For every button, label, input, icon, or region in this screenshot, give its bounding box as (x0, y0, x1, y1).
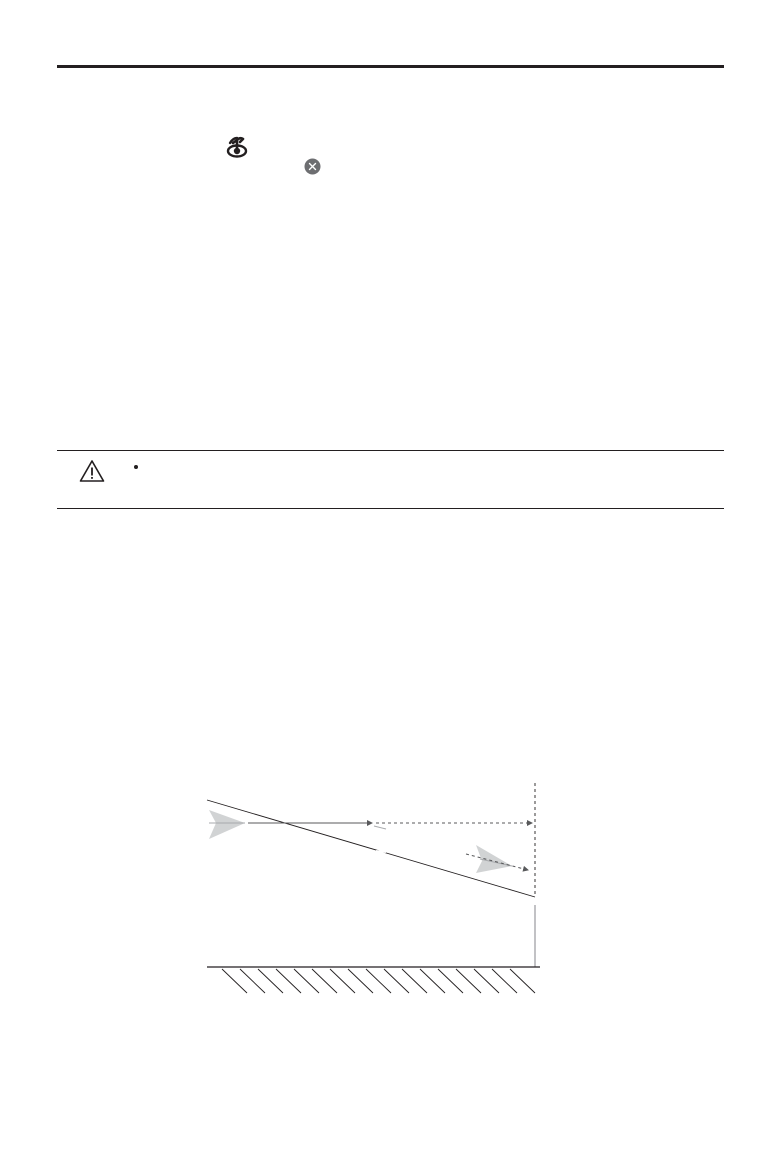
aircraft-right-icon (476, 845, 512, 873)
rth-altitude-diagram (190, 775, 550, 995)
return-to-home-icon (225, 134, 249, 158)
tick-mark (374, 826, 386, 829)
slope-line (207, 800, 535, 897)
ground-hatching (222, 969, 535, 993)
slope-dash (376, 851, 386, 852)
warning-icon (79, 459, 105, 483)
warning-bullet (134, 465, 138, 469)
cancel-icon (304, 158, 321, 175)
header-rule (57, 65, 724, 68)
aircraft-left-icon (209, 810, 245, 839)
warning-box (57, 450, 724, 509)
